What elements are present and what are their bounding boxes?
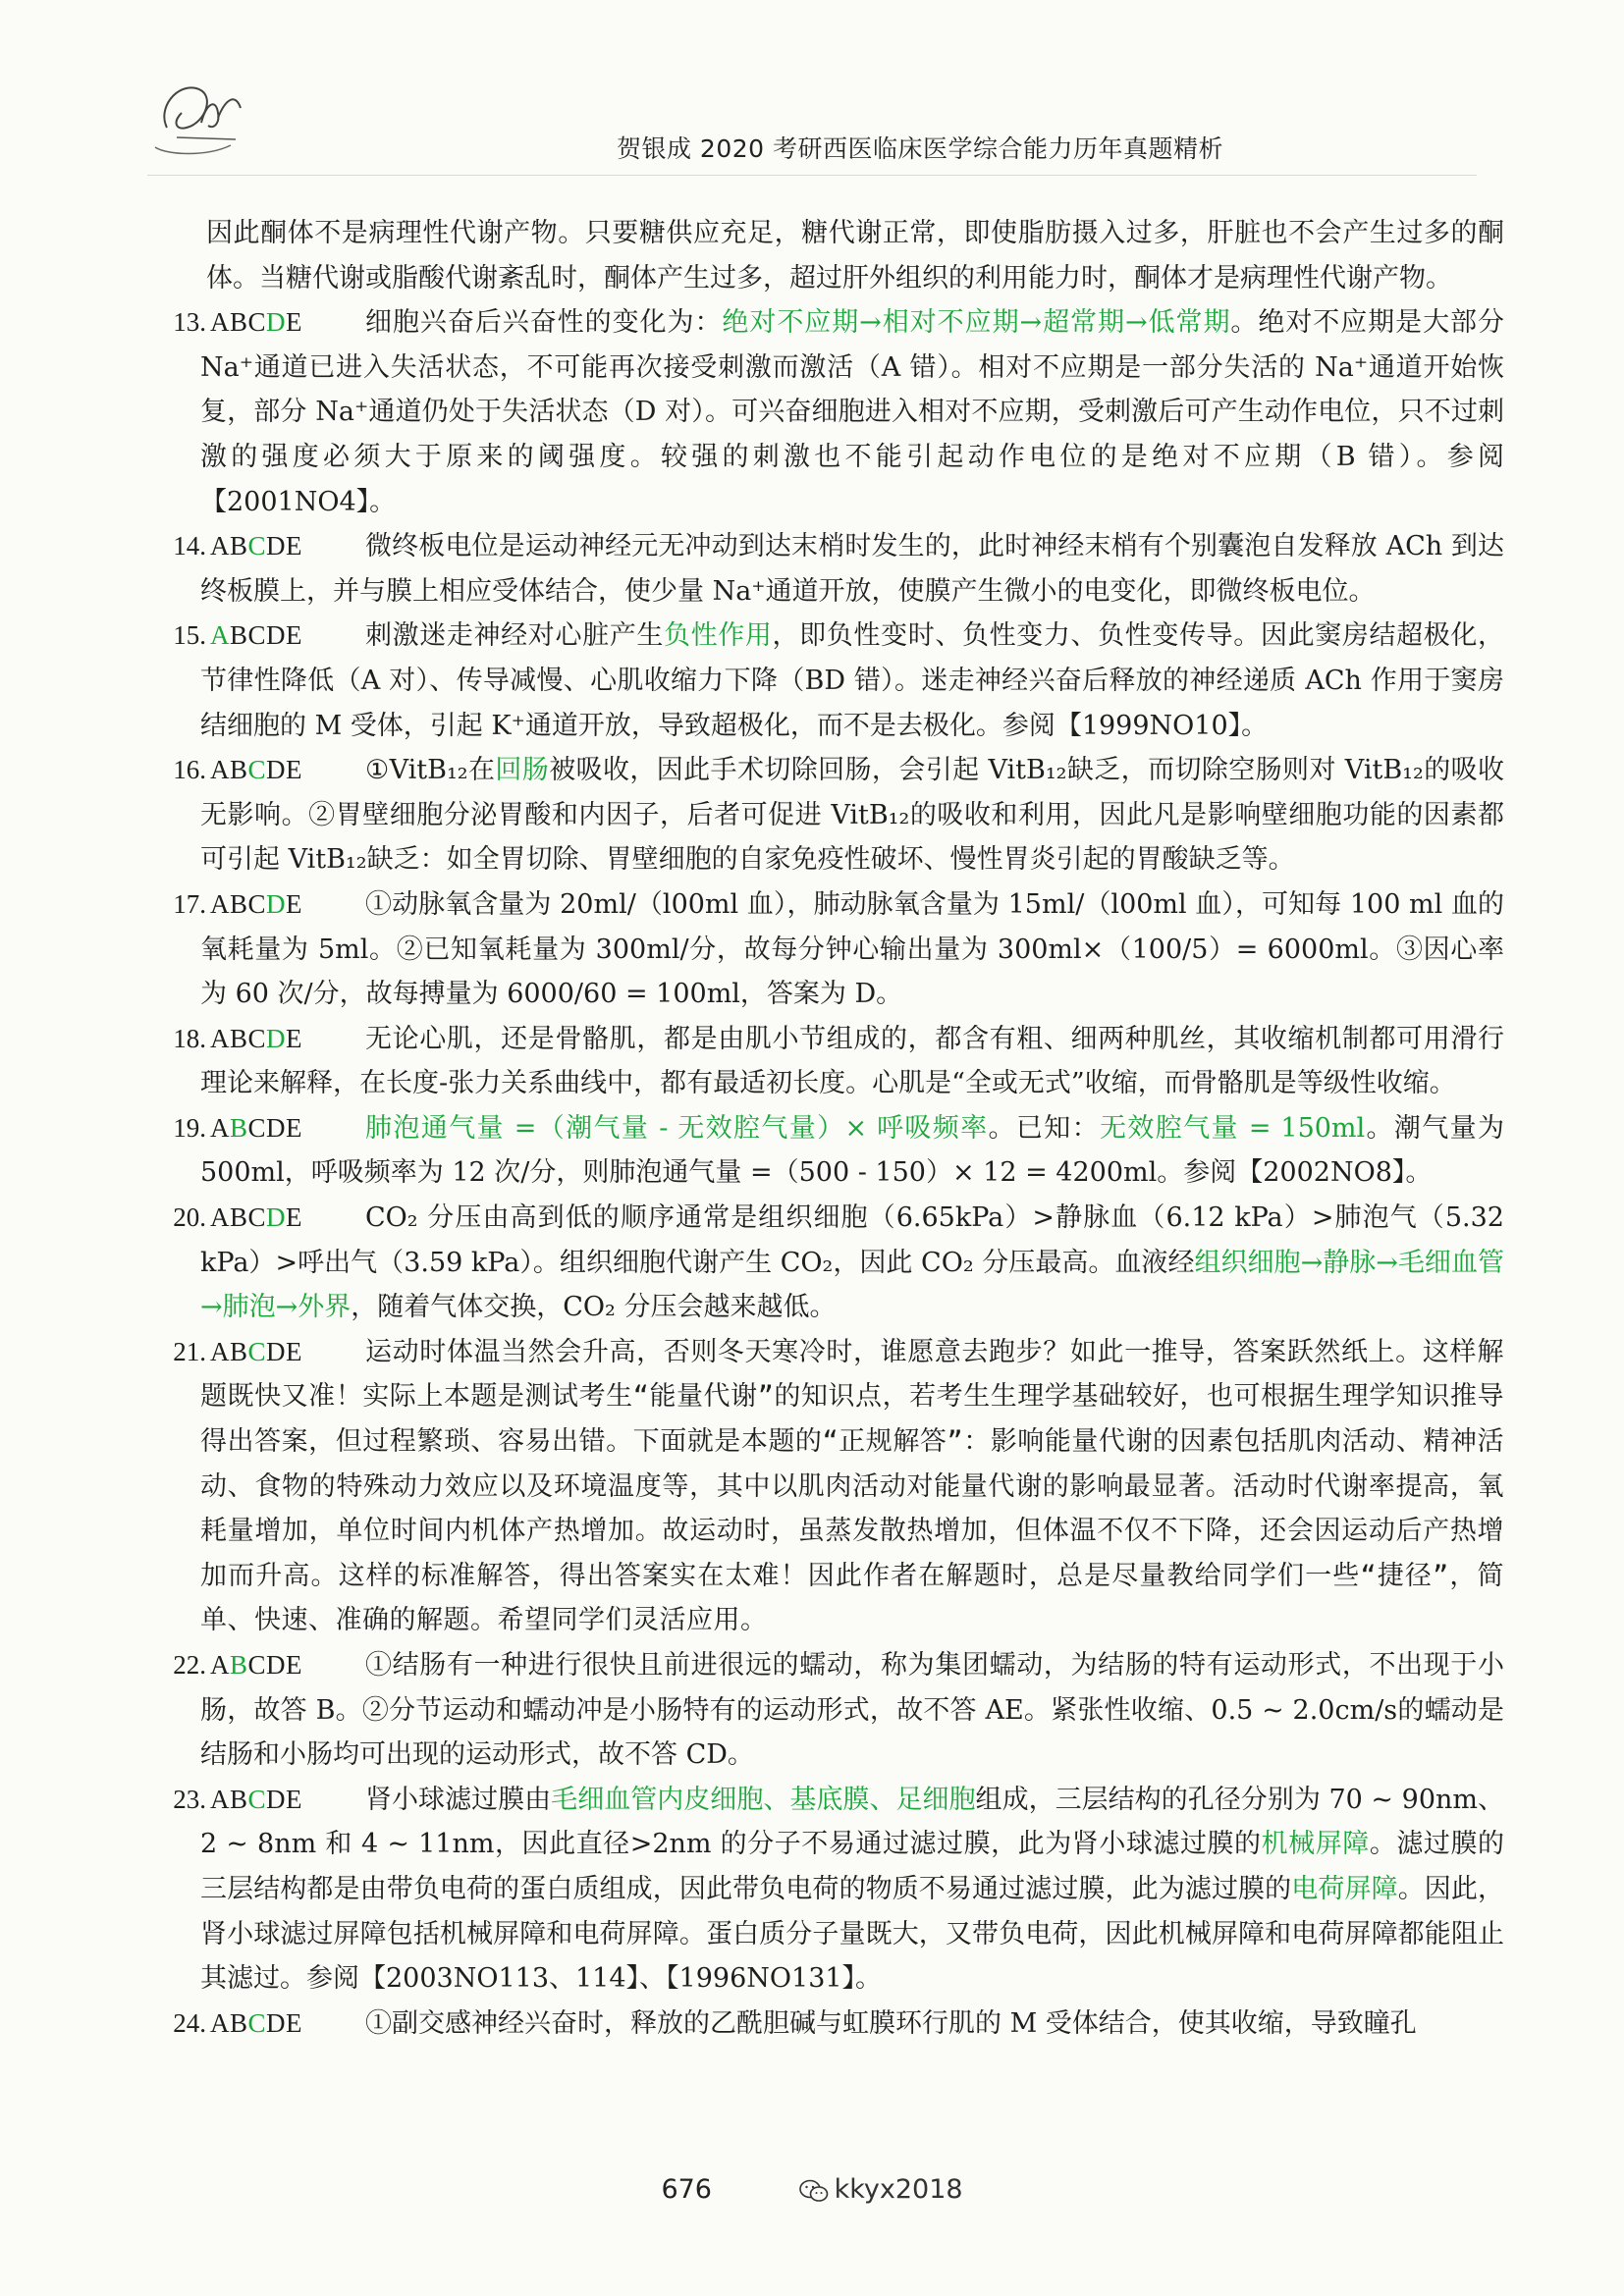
answer-option-letter: C (247, 1202, 267, 1233)
explanation-text: 微终板电位是运动神经元无冲动到达末梢时发生的，此时神经末梢有个别囊泡自发释放 ACh 到达终板膜上，并与膜上相应受体结合，使少量 Na⁺通道开放，使膜产生微小的电变化，即微终板电位。 (200, 531, 1504, 607)
answer-option-letter: A (210, 1112, 230, 1143)
answer-options (210, 1106, 302, 1151)
answer-options (210, 300, 302, 346)
answer-option-letter: C (247, 1336, 267, 1366)
explanation-text: 。因此，肾小球滤过屏障包括机械屏障和电荷屏障。蛋白质分子量既大，又带负电荷，因此机械屏障和电荷屏障都能阻止其滤过。参阅【2003NO113、114】、【1996NO131】。 (200, 1873, 1505, 1995)
question-explanation (200, 1330, 1504, 1643)
answer-option-letter: B (230, 2007, 248, 2038)
question-item (159, 1106, 1504, 1196)
question-explanation (200, 1106, 1504, 1196)
explanation-text: 组成，三层结构的孔径分别为 70 ~ 90nm、2 ~ 8nm 和 4 ~ 11nm，因此直径>2nm 的分子不易通过滤过膜，此为肾小球滤过膜的 (200, 1784, 1505, 1860)
explanation-text: ①VitB₁₂在 (365, 755, 496, 786)
answer-option-letter: A (210, 1784, 230, 1814)
question-explanation (200, 524, 1504, 614)
answer-option-letter: B (230, 1112, 248, 1143)
page-footer (0, 2174, 1624, 2205)
answer-option-letter: E (286, 1336, 303, 1366)
highlighted-text: 机械屏障 (1261, 1829, 1370, 1860)
answer-options (210, 1778, 302, 1823)
answer-option-letter: B (230, 1650, 248, 1680)
answer-option-letter: A (210, 1202, 230, 1233)
question-item (159, 1330, 1504, 1643)
intro-paragraph: 因此酮体不是病理性代谢产物。只要糖供应充足，糖代谢正常，即使脂肪摄入过多，肝脏也不会产生过多的酮体。当糖代谢或脂酸代谢紊乱时，酮体产生过多，超过肝外组织的利用能力时，酮体才是病理性代谢产物。 (206, 218, 1504, 294)
answer-option-letter: E (286, 1650, 303, 1680)
answer-option-letter: D (266, 1202, 287, 1233)
explanation-text: 。已知： (988, 1112, 1101, 1144)
answer-option-letter: B (230, 1784, 248, 1814)
answer-option-letter: A (210, 888, 230, 919)
highlighted-text: 毛细血管内皮细胞、基底膜、足细胞 (551, 1784, 976, 1815)
question-list (159, 300, 1504, 2046)
answer-option-letter: C (247, 307, 267, 338)
answer-option-letter: E (286, 755, 303, 785)
question-explanation (200, 300, 1504, 524)
question-number: 18. (173, 1023, 206, 1053)
question-item (159, 300, 1504, 524)
highlighted-text: 电荷屏障 (1291, 1873, 1398, 1904)
answer-options (210, 1643, 302, 1688)
question-item (159, 1017, 1504, 1106)
explanation-text: ①副交感神经兴奋时，释放的乙酰胆碱与虹膜环行肌的 M 受体结合，使其收缩，导致瞳孔 (365, 2007, 1417, 2039)
explanation-text: ，即负性变时、负性变力、负性变传导。因此窦房结超极化，节律性降低（A 对）、传导减慢、心肌收缩力下降（BD 错）。迷走神经兴奋后释放的神经递质 ACh 作用于窦房结细胞的 M 受体，引起 K⁺通道开放，导致超极化，而不是去极化。参阅【1999NO10】。 (200, 620, 1505, 741)
answer-option-letter: E (286, 1023, 303, 1053)
answer-option-letter: D (266, 1112, 287, 1143)
explanation-text: ①结肠有一种进行很快且前进很远的蠕动，称为集团蠕动，为结肠的特有运动形式，不出现于小肠，故答 B。②分节运动和蠕动冲是小肠特有的运动形式，故不答 AE。紧张性收缩、0.5 ~ 2.0cm/s的蠕动是结肠和小肠均可出现的运动形式，故不答 CD。 (200, 1650, 1504, 1771)
answer-option-letter: D (266, 1784, 287, 1814)
answer-option-letter: E (286, 307, 303, 338)
explanation-text: 肾小球滤过膜由 (365, 1784, 552, 1815)
answer-options (210, 524, 302, 569)
answer-option-letter: B (230, 755, 248, 785)
highlighted-text: 回肠 (495, 755, 550, 786)
answer-options (210, 2002, 302, 2047)
question-item (159, 524, 1504, 614)
page-content (159, 211, 1504, 2046)
explanation-text: 。潮气量为 500ml，呼吸频率为 12 次/分，则肺泡通气量 =（500 - 150）× 12 = 4200ml。参阅【2002NO8】。 (200, 1112, 1505, 1189)
question-item (159, 748, 1504, 882)
question-explanation (200, 882, 1504, 1017)
answer-option-letter: E (286, 1112, 303, 1143)
answer-option-letter: B (230, 307, 248, 338)
explanation-text: 无论心肌，还是骨骼肌，都是由肌小节组成的，都含有粗、细两种肌丝，其收缩机制都可用滑行理论来解释，在长度-张力关系曲线中，都有最适初长度。心肌是“全或无式”收缩，而骨骼肌是等级性收缩。 (200, 1023, 1504, 1099)
answer-option-letter: C (247, 755, 267, 785)
explanation-text: 细胞兴奋后兴奋性的变化为： (365, 307, 723, 339)
answer-option-letter: E (286, 1202, 303, 1233)
question-number: 20. (173, 1202, 206, 1233)
page-header-title: 贺银成 2020 考研西医临床医学综合能力历年真题精析 (616, 134, 1224, 163)
question-number: 22. (173, 1650, 206, 1680)
answer-option-letter: E (286, 1784, 303, 1814)
question-number: 24. (173, 2007, 206, 2038)
answer-option-letter: D (266, 620, 287, 651)
explanation-text: 样解题既快又准！实际上本题是测试考生“能量代谢”的知识点，若考生生理学基础较好，也可根据生理学知识推导得出答案，但过程繁琐、容易出错。下面就是本题的“正规解答”：影响能量代谢的因素包括肌肉活动、精神活动、食物的特殊动力效应以及环境温度等，其中以肌肉活动对能量代谢的影响最显著。活动时代谢率提高，氧耗量增加，单位时间内机体产热增加。故运动时，虽蒸发散热增加，但体温不仅不下降，还会因运动后产热增加而升高。这样的标准解答，得出答案实在太难！因此作者在解题时，总是尽量教给同学们一些“捷径”，简单、快速、准确的解题。希望同学们灵活应用。 (200, 1336, 1505, 1636)
answer-option-letter: E (286, 888, 303, 919)
answer-option-letter: D (266, 307, 287, 338)
header-divider (147, 175, 1477, 176)
question-number: 23. (173, 1784, 206, 1814)
question-explanation (200, 1017, 1504, 1106)
answer-option-letter: B (230, 531, 248, 561)
answer-option-letter: D (266, 1023, 287, 1053)
explanation-text: 运动时体温当然会升高，否则冬天寒冷时，谁愿意去跑步？如此一推导，答案跃然纸上。这 (365, 1336, 1450, 1367)
question-item (159, 1778, 1504, 2002)
answer-options (210, 1330, 302, 1375)
question-item (159, 1643, 1504, 1778)
answer-option-letter: A (210, 531, 230, 561)
question-explanation (200, 2002, 1504, 2047)
answer-option-letter: C (247, 1784, 267, 1814)
highlighted-text: 负性作用 (663, 620, 773, 652)
question-number: 14. (173, 531, 206, 561)
answer-options (210, 882, 302, 928)
answer-option-letter: A (210, 620, 230, 651)
question-item (159, 614, 1504, 748)
question-explanation (200, 1196, 1504, 1330)
answer-options (210, 614, 302, 659)
wechat-icon (799, 2178, 829, 2204)
explanation-text: 刺激迷走神经对心脏产生 (365, 620, 664, 652)
explanation-text: 。滤过膜的三层结构都是由带负电荷的蛋白质组成，因此带负电荷的物质不易通过滤过膜，此为滤过膜的 (200, 1829, 1505, 1904)
answer-option-letter: C (247, 1112, 267, 1143)
answer-option-letter: E (286, 620, 303, 651)
question-explanation (200, 1643, 1504, 1778)
question-number: 13. (173, 307, 206, 338)
answer-option-letter: C (247, 620, 267, 651)
question-number: 17. (173, 888, 206, 919)
highlighted-text: 肺泡通气量 =（潮气量 - 无效腔气量）× 呼吸频率 (365, 1112, 989, 1144)
answer-options (210, 748, 302, 793)
answer-option-letter: A (210, 1336, 230, 1366)
question-item (159, 1196, 1504, 1330)
answer-option-letter: D (266, 1336, 287, 1366)
question-number: 19. (173, 1112, 206, 1143)
answer-option-letter: D (266, 1650, 287, 1680)
question-explanation (200, 748, 1504, 882)
explanation-text: 被吸收，因此手术切除回肠，会引起 VitB₁₂缺乏，而切除空肠则对 VitB₁₂的吸收无影响。②胃壁细胞分泌胃酸和内因子，后者可促进 VitB₁₂的吸收和利用，因此凡是影响壁细胞功能的因素都可引起 VitB₁₂缺乏：如全胃切除、胃壁细胞的自家免疫性破坏、慢性胃炎引起的胃酸缺乏等。 (200, 755, 1504, 876)
answer-option-letter: A (210, 1023, 230, 1053)
answer-option-letter: C (247, 888, 267, 919)
explanation-text: ，随着气体交换，CO₂ 分压会越来越低。 (351, 1292, 837, 1323)
watermark (799, 2174, 963, 2205)
question-number: 16. (173, 755, 206, 785)
question-number: 21. (173, 1336, 206, 1366)
explanation-text: 。绝对不应期是大部分 Na⁺通道已进入失活状态，不可能再次接受刺激而激活（A 错）。相对不应期是一部分失活的 Na⁺通道开始恢复，部分 Na⁺通道仍处于失活状态（D 对）。可兴奋细胞进入相对不应期，受刺激后可产生动作电位，只不过刺激的强度必须大于原来的阈强度。较强的刺激也不能引起动作电位的是绝对不应期（B 错）。参阅【2001NO4】。 (200, 307, 1505, 517)
answer-option-letter: E (286, 531, 303, 561)
answer-option-letter: A (210, 307, 230, 338)
question-item (159, 2002, 1504, 2047)
answer-option-letter: D (266, 755, 287, 785)
answer-options (210, 1196, 302, 1241)
answer-option-letter: E (286, 2007, 303, 2038)
answer-option-letter: B (230, 1023, 248, 1053)
explanation-text: CO₂ 分压由高到低的顺序通常是组织细胞（6.65kPa）>静脉血（6.12 kPa）>肺泡气（5.32 kPa）>呼出气（3.59 kPa）。组织细胞代谢产生 CO₂，因此 CO₂ 分压最高。血液经 (200, 1202, 1504, 1278)
answer-option-letter: D (266, 2007, 287, 2038)
highlighted-text: 绝对不应期→相对不应期→超常期→低常期 (722, 307, 1231, 339)
highlighted-text: 无效腔气量 = 150ml (1100, 1112, 1366, 1144)
answer-option-letter: D (266, 888, 287, 919)
question-item (159, 882, 1504, 1017)
answer-option-letter: D (266, 531, 287, 561)
highlighted-text: 组织细胞→静脉→毛细血管→肺泡→外界 (200, 1247, 1504, 1323)
answer-option-letter: B (230, 1336, 248, 1366)
answer-option-letter: A (210, 2007, 230, 2038)
answer-option-letter: C (247, 1023, 267, 1053)
answer-option-letter: C (247, 2007, 267, 2038)
answer-options (210, 1017, 302, 1062)
explanation-text: ①动脉氧含量为 20ml/（l00ml 血），肺动脉氧含量为 15ml/（l00ml 血），可知每 100 ml 血的氧耗量为 5ml。②已知氧耗量为 300ml/分，故每分钟心输出量为 300ml×（100/5）= 6000ml。③因心率为 60 次/分，故每搏量为 6000/60 = 100ml，答案为 D。 (200, 888, 1504, 1010)
question-explanation (200, 614, 1504, 748)
answer-option-letter: A (210, 1650, 230, 1680)
question-explanation (200, 1778, 1504, 2002)
answer-option-letter: C (247, 531, 267, 561)
answer-option-letter: B (230, 1202, 248, 1233)
answer-option-letter: C (247, 1650, 267, 1680)
answer-option-letter: B (230, 620, 248, 651)
page-number: 676 (661, 2174, 712, 2205)
watermark-text: kkyx2018 (834, 2174, 963, 2205)
answer-option-letter: B (230, 888, 248, 919)
answer-option-letter: A (210, 755, 230, 785)
question-number: 15. (173, 620, 206, 651)
